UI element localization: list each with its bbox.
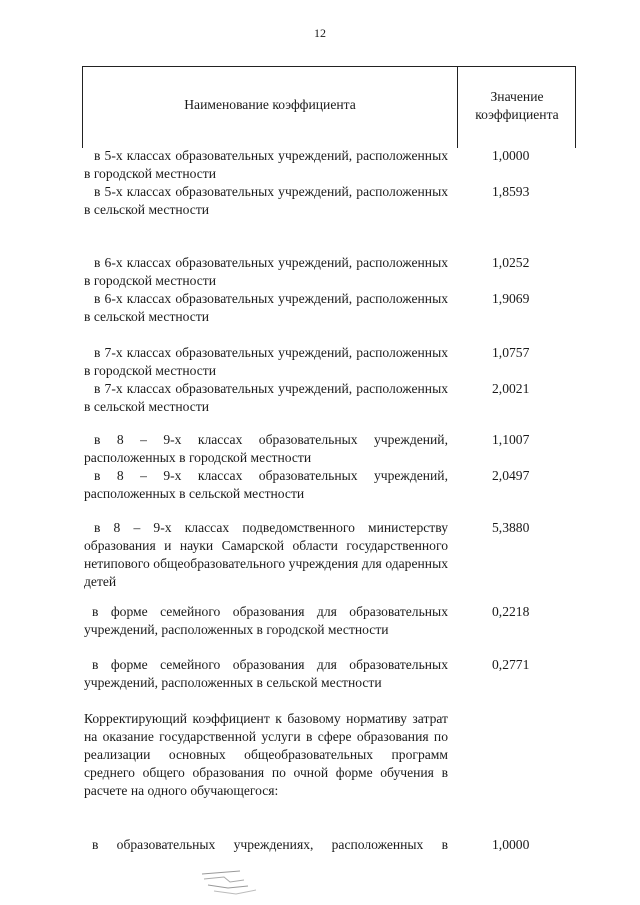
row-value: 1,0000 bbox=[492, 148, 530, 163]
row-value: 2,0021 bbox=[492, 381, 530, 396]
row-text: в образовательных учреждениях, расположенных в bbox=[92, 837, 448, 852]
row-value: 1,0252 bbox=[492, 255, 530, 270]
row-text: в 6-х классах образовательных учреждений, расположенных в городской местности bbox=[84, 255, 448, 288]
row-text: в 7-х классах образовательных учреждений, расположенных в сельской местности bbox=[84, 381, 448, 414]
row-text: в 8 – 9-х классах образовательных учреждений, расположенных в сельской местности bbox=[84, 468, 448, 501]
row-value: 1,9069 bbox=[492, 291, 530, 306]
row-text: в 5-х классах образовательных учреждений, расположенных в городской местности bbox=[84, 148, 448, 181]
row-text: в форме семейного образования для образовательных учреждений, расположенных в городской местности bbox=[84, 604, 448, 637]
row-value: 2,0497 bbox=[492, 468, 530, 483]
row-text: в 5-х классах образовательных учреждений, расположенных в сельской местности bbox=[84, 184, 448, 217]
row-text: в форме семейного образования для образовательных учреждений, расположенных в сельской местности bbox=[84, 657, 448, 690]
column-header-value-line2: коэффициента bbox=[475, 107, 559, 122]
corrective-coefficient-paragraph: Корректирующий коэффициент к базовому нормативу затрат на оказание государственной услуги в сфере образования по реализации основных общеобразовательных программ среднего общего образования по очной форме обучения в расчете на одного обучающегося: bbox=[84, 711, 448, 798]
row-value: 1,8593 bbox=[492, 184, 530, 199]
scan-mark bbox=[200, 868, 264, 896]
row-value: 1,1007 bbox=[492, 432, 530, 447]
row-text: в 8 – 9-х классах образовательных учреждений, расположенных в городской местности bbox=[84, 432, 448, 465]
header-divider bbox=[457, 67, 458, 148]
row-text: в 8 – 9-х классах подведомственного министерству образования и науки Самарской области государственного нетипового общеобразовательного учреждения для одаренных детей bbox=[84, 520, 448, 589]
table-header bbox=[82, 66, 576, 148]
row-value: 5,3880 bbox=[492, 520, 530, 535]
row-value: 1,0757 bbox=[492, 345, 530, 360]
column-header-value bbox=[459, 88, 575, 124]
row-value: 0,2771 bbox=[492, 657, 530, 672]
column-header-value-line1: Значение bbox=[490, 89, 544, 104]
row-text: в 6-х классах образовательных учреждений, расположенных в сельской местности bbox=[84, 291, 448, 324]
page-number: 12 bbox=[314, 26, 326, 40]
row-text: в 7-х классах образовательных учреждений, расположенных в городской местности bbox=[84, 345, 448, 378]
row-value: 1,0000 bbox=[492, 837, 530, 852]
row-value: 0,2218 bbox=[492, 604, 530, 619]
column-header-name: Наименование коэффициента bbox=[184, 97, 356, 112]
